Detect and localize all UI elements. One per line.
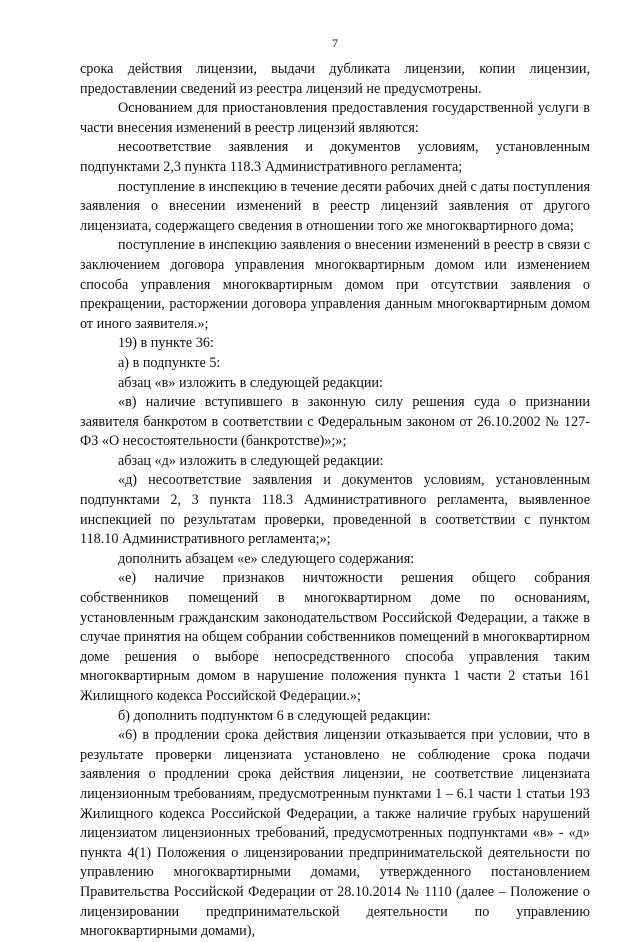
paragraph: поступление в инспекцию заявления о внесении изменений в реестр в связи с заключением договора управления многоквартирным домом или изменением способа управления многоквартирным домом при отсутствии заявления о прекращении, расторжении договора управления данным многоквартирным домом от иного заявителя.»; — [80, 237, 590, 332]
paragraph: дополнить абзацем «е» следующего содержания: — [118, 550, 415, 567]
paragraph: б) дополнить подпунктом 6 в следующей редакции: — [118, 707, 431, 724]
paragraph: «в) наличие вступившего в законную силу решения суда о признании заявителя банкротом в соответствии с Федеральным законом от 26.10.2002 № 127-ФЗ «О несостоятельности (банкротстве)»;»; — [80, 394, 590, 450]
paragraph: Основанием для приостановления предоставления государственной услуги в части внесения изменений в реестр лицензий являются: — [80, 100, 590, 136]
paragraph: поступление в инспекцию в течение десяти рабочих дней с даты поступления заявления о внесении изменений в реестр лицензий заявления от другого лицензиата, содержащего сведения в отношении того же многоквартирного дома; — [80, 178, 590, 234]
document-body — [80, 60, 590, 942]
paragraph: несоответствие заявления и документов условиям, установленным подпунктами 2,3 пункта 118.3 Административного регламента; — [80, 139, 590, 175]
page-number: 7 — [332, 36, 338, 50]
paragraph: абзац «в» изложить в следующей редакции: — [118, 374, 383, 391]
paragraph: 19) в пункте 36: — [118, 335, 214, 352]
paragraph: «д) несоответствие заявления и документов условиям, установленным подпунктами 2, 3 пункта 118.3 Административного регламента, выявленное инспекцией по результатам проверки, проведенной в соответствии с пунктом 118.10 Административного регламента;»; — [80, 472, 590, 548]
paragraph: «е) наличие признаков ничтожности решения общего собрания собственников помещений в многоквартирном доме по основаниям, установленным гражданским законодательством Российской Федерации, а также в случае принятия на общем собрании собственников помещений в многоквартирном доме решения о выборе непосредственного способа управления таким многоквартирным домом в нарушение положения пункта 1 части 2 статьи 161 Жилищного кодекса Российской Федерации.»; — [80, 570, 590, 704]
paragraph: «6) в продлении срока действия лицензии отказывается при условии, что в результате проверки лицензиата установлено не соблюдение срока подачи заявления о продлении срока действия лицензии, не соответствие лицензиата лицензионным требованиям, предусмотренным пунктами 1 – 6.1 части 1 статьи 193 Жилищного кодекса Российской Федерации, а также наличие грубых нарушений лицензиатом лицензионных требований, предусмотренных подпунктами «в» - «д» пункта 4(1) Положения о лицензировании предпринимательской деятельности по управлению многоквартирными домами, утвержденного постановлением Правительства Российской Федерации от 28.10.2014 № 1110 (далее – Положение о лицензировании предпринимательской деятельности по управлению многоквартирными домами), — [80, 727, 590, 940]
paragraph: абзац «д» изложить в следующей редакции: — [118, 452, 384, 469]
paragraph: а) в подпункте 5: — [118, 354, 221, 371]
paragraph: срока действия лицензии, выдачи дубликата лицензии, копии лицензии, предоставлении сведений из реестра лицензий не предусмотрены. — [80, 61, 590, 97]
